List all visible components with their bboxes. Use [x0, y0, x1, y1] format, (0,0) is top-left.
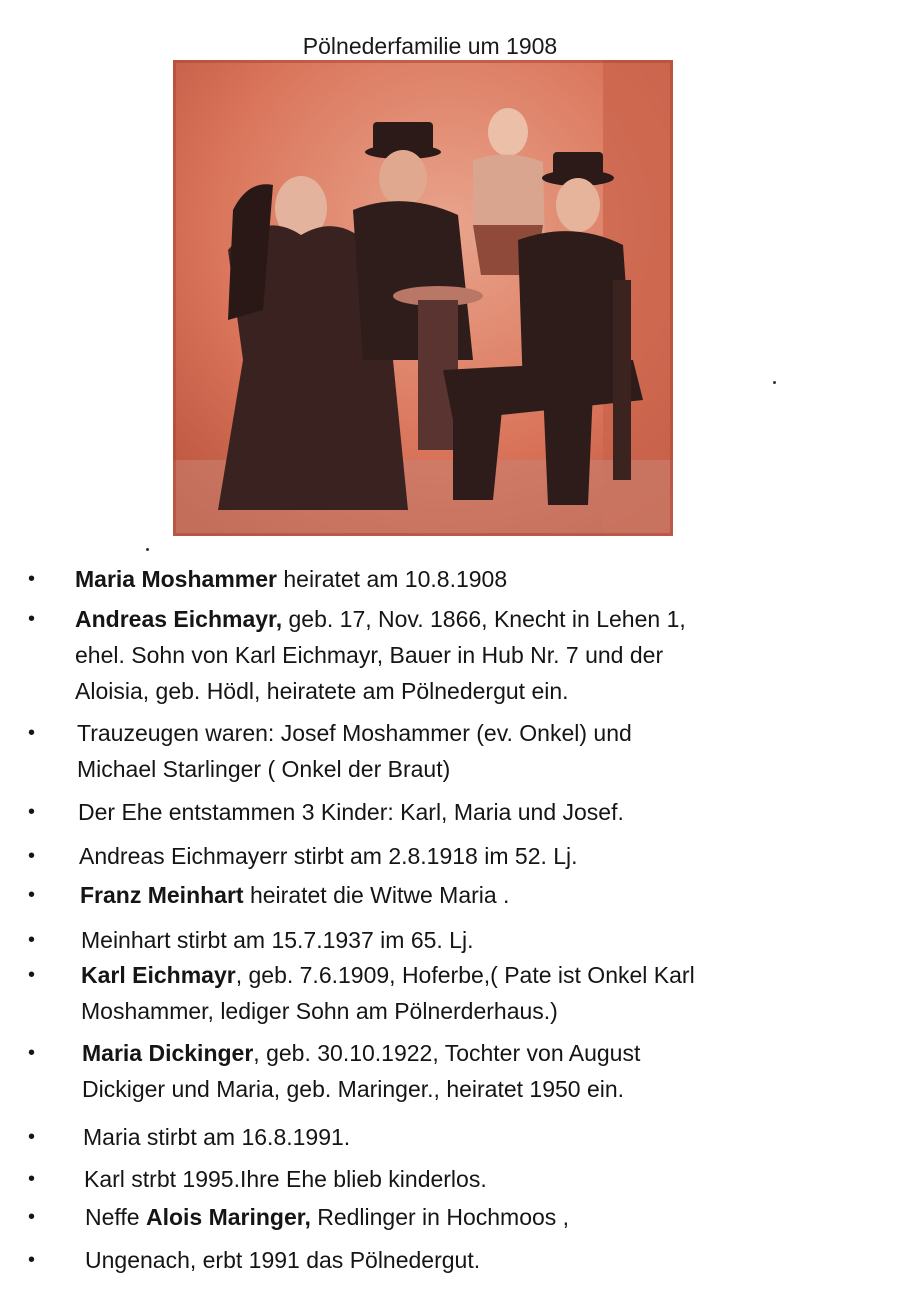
- list-item: [0, 958, 880, 1030]
- entry-text: Aloisia, geb. Hödl, heiratete am Pölnedergut ein.: [75, 678, 569, 704]
- scan-speck: [146, 548, 149, 551]
- bold-name: Karl Eichmayr: [81, 962, 236, 988]
- bullet-icon: •: [28, 845, 36, 867]
- page-title: Pölnederfamilie um 1908: [302, 33, 558, 59]
- entry-text: geb. 17, Nov. 1866, Knecht in Lehen 1,: [282, 606, 686, 632]
- entry-line: [85, 1200, 569, 1234]
- list-item: [0, 839, 880, 875]
- list-item: [0, 1120, 880, 1156]
- bold-name: Maria Moshammer: [75, 566, 277, 592]
- entry-line: [77, 716, 632, 750]
- bullet-icon: •: [28, 884, 36, 906]
- list-item: [0, 795, 880, 831]
- entry-text: Ungenach, erbt 1991 das Pölnedergut.: [85, 1247, 481, 1273]
- bullet-icon: •: [28, 1042, 36, 1064]
- entry-line: [84, 1162, 487, 1196]
- entry-line: [85, 1243, 480, 1277]
- entry-text: Dickiger und Maria, geb. Maringer., heiratet 1950 ein.: [82, 1076, 625, 1102]
- scan-speck: [773, 381, 776, 384]
- bullet-icon: •: [28, 801, 36, 823]
- entry-text: Der Ehe entstammen 3 Kinder: Karl, Maria und Josef.: [78, 799, 624, 825]
- entry-line: [80, 878, 509, 912]
- family-photo-image: [173, 60, 673, 536]
- bullet-icon: •: [28, 1206, 36, 1228]
- list-item: [0, 1036, 880, 1108]
- entry-line: [83, 1120, 350, 1154]
- entry-line: [81, 994, 558, 1028]
- bullet-icon: •: [28, 964, 36, 986]
- entry-text: Meinhart stirbt am 15.7.1937 im 65. Lj.: [81, 927, 474, 953]
- bold-name: Franz Meinhart: [80, 882, 244, 908]
- entry-line: [79, 839, 578, 873]
- entry-line: [75, 638, 663, 672]
- bullet-icon: •: [28, 608, 36, 630]
- entry-text: Moshammer, lediger Sohn am Pölnerderhaus.): [81, 998, 558, 1024]
- entry-text: Neffe: [85, 1204, 146, 1230]
- list-item: [0, 716, 880, 788]
- entry-line: [78, 795, 624, 829]
- entry-line: [75, 602, 686, 636]
- entry-text: Redlinger in Hochmoos ,: [310, 1204, 570, 1230]
- family-photo: [173, 60, 673, 536]
- entry-line: [81, 923, 473, 957]
- entry-text: Trauzeugen waren: Josef Moshammer (ev. Onkel) und: [77, 720, 632, 746]
- entry-line: [82, 1036, 640, 1070]
- entry-text: Michael Starlinger ( Onkel der Braut): [77, 756, 451, 782]
- bullet-icon: •: [28, 1168, 36, 1190]
- entry-text: Karl strbt 1995.Ihre Ehe blieb kinderlos.: [84, 1166, 487, 1192]
- list-item: [0, 1162, 880, 1198]
- list-item: [0, 562, 880, 598]
- bullet-icon: •: [28, 1126, 36, 1148]
- list-item: [0, 602, 880, 710]
- bold-name: Andreas Eichmayr,: [75, 606, 283, 632]
- entry-text: heiratet die Witwe Maria .: [243, 882, 510, 908]
- entry-text: , geb. 7.6.1909, Hoferbe,( Pate ist Onkel Karl: [235, 962, 695, 988]
- entry-text: , geb. 30.10.1922, Tochter von August: [253, 1040, 641, 1066]
- bullet-icon: •: [28, 722, 36, 744]
- entry-line: [77, 752, 450, 786]
- entry-line: [81, 958, 695, 992]
- entry-line: [75, 674, 569, 708]
- bullet-icon: •: [28, 1249, 36, 1271]
- bullet-icon: •: [28, 929, 36, 951]
- list-item: [0, 1243, 880, 1279]
- bold-name: Maria Dickinger: [82, 1040, 254, 1066]
- list-item: [0, 878, 880, 914]
- entry-line: [75, 562, 507, 596]
- list-item: [0, 1200, 880, 1236]
- entry-line: [82, 1072, 624, 1106]
- entry-text: Andreas Eichmayerr stirbt am 2.8.1918 im 52. Lj.: [79, 843, 578, 869]
- list-item: [0, 923, 880, 959]
- entry-text: ehel. Sohn von Karl Eichmayr, Bauer in Hub Nr. 7 und der: [75, 642, 664, 668]
- entry-text: heiratet am 10.8.1908: [276, 566, 508, 592]
- entry-text: Maria stirbt am 16.8.1991.: [83, 1124, 351, 1150]
- bullet-icon: •: [28, 568, 36, 590]
- bold-name: Alois Maringer,: [145, 1204, 311, 1230]
